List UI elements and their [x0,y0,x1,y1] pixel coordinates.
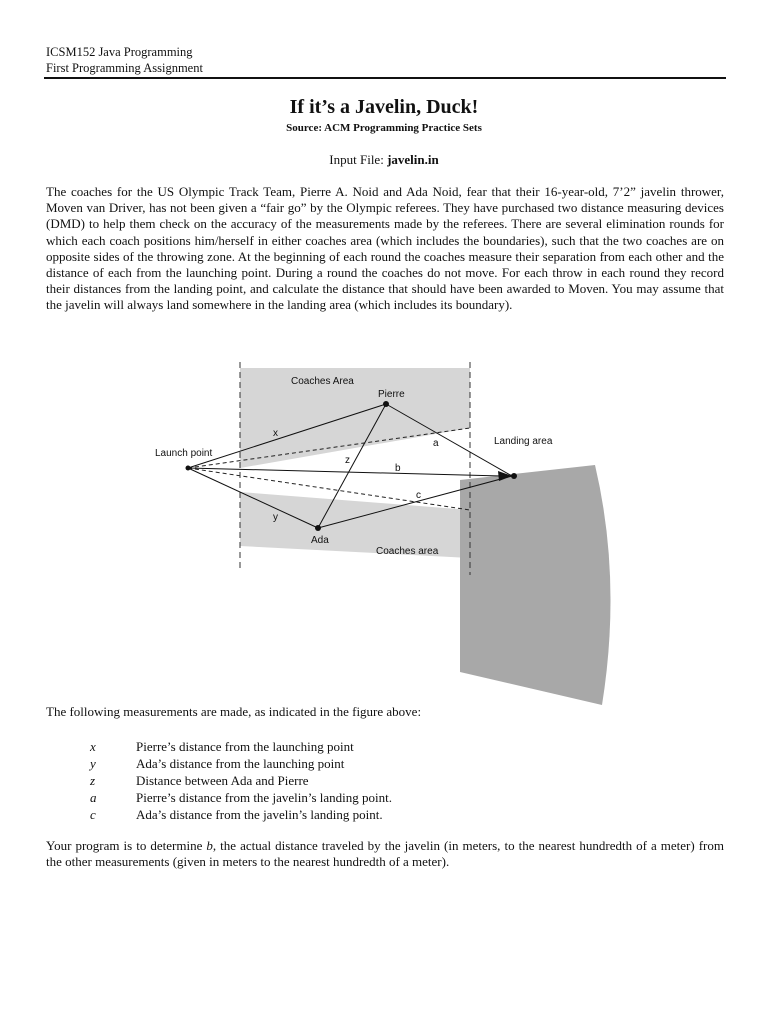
closing-before: Your program is to determine [46,838,207,853]
label-x: x [273,428,278,439]
header-rule [44,77,726,79]
coaches-area-bottom-label: Coaches area [376,546,439,557]
measurement-var: a [90,790,97,805]
measurement-var: y [90,756,96,771]
label-b: b [395,463,401,474]
measurement-desc: Pierre’s distance from the javelin’s landing point. [136,790,392,805]
closing-var: b [206,838,213,853]
landing-area [460,465,611,705]
course-name: ICSM152 Java Programming [46,45,193,59]
measurements-list [46,738,724,823]
ada-label: Ada [311,535,329,546]
label-c: c [416,490,421,501]
measurement-item [46,772,724,789]
landing-point-dot [511,473,517,479]
label-z: z [345,455,350,466]
measurement-item [46,806,724,823]
landing-area-label: Landing area [494,436,553,447]
input-file-label: Input File: [329,152,388,167]
measurement-desc: Ada’s distance from the javelin’s landing point. [136,807,383,822]
coaches-area-top [240,368,470,468]
coaches-area-top-label: Coaches Area [291,376,354,387]
measurement-var: x [90,739,96,754]
javelin-diagram [150,360,620,710]
measurement-desc: Ada’s distance from the launching point [136,756,345,771]
measurements-intro: The following measurements are made, as indicated in the figure above: [46,704,422,719]
document-header [46,44,724,76]
line-b [188,468,502,476]
pierre-label: Pierre [378,389,405,400]
label-a: a [433,438,439,449]
measurement-var: z [90,773,96,788]
measurement-item [46,789,724,806]
measurement-item [46,755,724,772]
measurement-desc: Distance between Ada and Pierre [136,773,309,788]
input-file-line [0,152,768,168]
pierre-dot [383,401,389,407]
closing-after: , the actual distance traveled by the javelin (in meters, to the nearest hundredth of a meter) from the other measurements (given in meters to the nearest hundredth of a meter). [46,838,724,870]
input-file-name: javelin.in [387,152,439,167]
assignment-name: First Programming Assignment [46,61,203,75]
source-line: Source: ACM Programming Practice Sets [286,122,482,134]
intro-paragraph: The coaches for the US Olympic Track Team, Pierre A. Noid and Ada Noid, fear that their 16-year-old, 7’2” javelin thrower, Moven van Driver, has not been given a “fair go” by the Olympic referees. They have purchased two distance measuring devices (DMD) to help them check on the accuracy of the measurements made by the referees. There are several elimination rounds for which each coach positions him/herself in either coaches area (which includes the boundaries), such that the two coaches are on opposite sides of the throwing zone. At the beginning of each round the coaches measure their separation from each other and the distance of each from the launching point. During a round the coaches do not move. For each throw in each round they record their distances from the landing point, and calculate the distance that should have been awarded to Moven. You may assume that the javelin will always land somewhere in the landing area (which includes its boundary). [46,184,724,313]
launch-point-dot [186,466,191,471]
page-title: If it’s a Javelin, Duck! [289,96,479,118]
measurement-item [46,738,724,755]
launch-point-label: Launch point [155,448,213,459]
ada-dot [315,525,321,531]
closing-paragraph [46,838,724,870]
measurement-desc: Pierre’s distance from the launching point [136,739,354,754]
measurement-var: c [90,807,96,822]
label-y: y [273,512,278,523]
